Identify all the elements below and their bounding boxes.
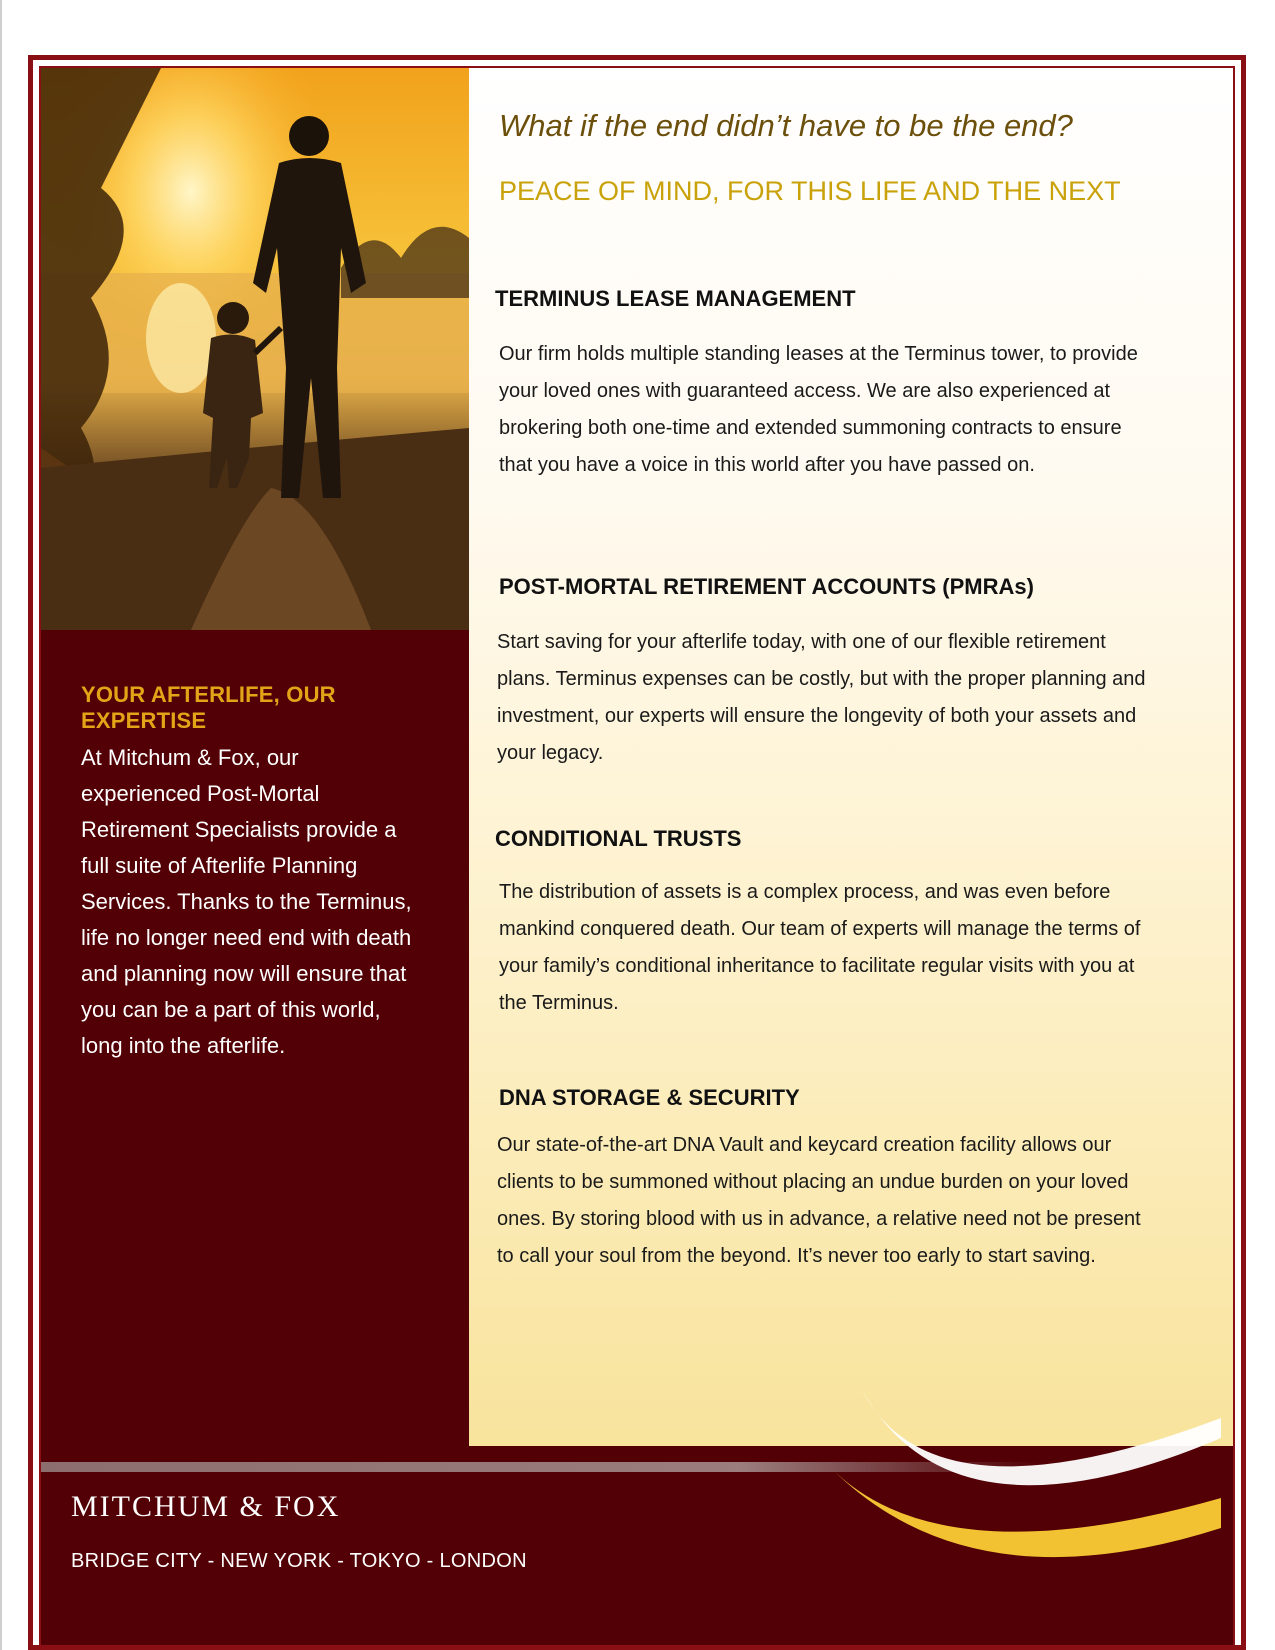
- left-heading: YOUR AFTERLIFE, OUR EXPERTISE: [81, 682, 336, 733]
- photo-illustration-icon: [41, 68, 469, 630]
- brochure-inner-frame: [39, 66, 1235, 1645]
- office-cities: BRIDGE CITY - NEW YORK - TOKYO - LONDON: [71, 1550, 527, 1572]
- section-title-lease: TERMINUS LEASE MANAGEMENT: [495, 286, 856, 311]
- left-body-text: At Mitchum & Fox, our experienced Post-Mortal Retirement Specialists provide a full suite of Afterlife Planning Services. Thanks to the Terminus, life no longer need end with death and planning now will ensure that you can be a part of this world, long into the afterlife.: [81, 745, 412, 1058]
- sunset-walk-photo: [41, 68, 469, 630]
- section-body-lease: Our firm holds multiple standing leases at the Terminus tower, to provide your loved ones with guaranteed access. We are also experienced at brokering both one-time and extended summoning contracts to ensure that you have a voice in this world after you have passed on.: [499, 343, 1138, 476]
- section-body-dna: Our state-of-the-art DNA Vault and keycard creation facility allows our clients to be summoned without placing an undue burden on your loved ones. By storing blood with us in advance, a relative need not be present to call your soul from the beyond. It’s never too early to start saving.: [497, 1134, 1141, 1267]
- section-title-dna: DNA STORAGE & SECURITY: [499, 1085, 800, 1110]
- section-title-trusts: CONDITIONAL TRUSTS: [495, 826, 742, 851]
- section-body-trusts: The distribution of assets is a complex process, and was even before mankind conquered death. Our team of experts will manage the terms of your family’s conditional inheritance to facilitate regular visits with you at the Terminus.: [499, 881, 1141, 1014]
- tagline: What if the end didn’t have to be the end?: [499, 108, 1073, 143]
- subtagline: PEACE OF MIND, FOR THIS LIFE AND THE NEXT: [499, 176, 1121, 206]
- left-info-panel: [41, 630, 469, 1530]
- right-content-panel: [469, 68, 1233, 1463]
- section-title-pmra: POST-MORTAL RETIREMENT ACCOUNTS (PMRAs): [499, 574, 1034, 599]
- brand-name: MITCHUM & FOX: [71, 1490, 341, 1523]
- section-body-pmra: Start saving for your afterlife today, with one of our flexible retirement plans. Terminus expenses can be costly, but with the proper planning and investment, our experts will ensure the longevity of both your assets and your legacy.: [497, 631, 1146, 764]
- brochure-frame: [28, 55, 1246, 1650]
- page-edge: [0, 0, 2, 1650]
- swoosh-decoration-icon: [821, 1378, 1221, 1568]
